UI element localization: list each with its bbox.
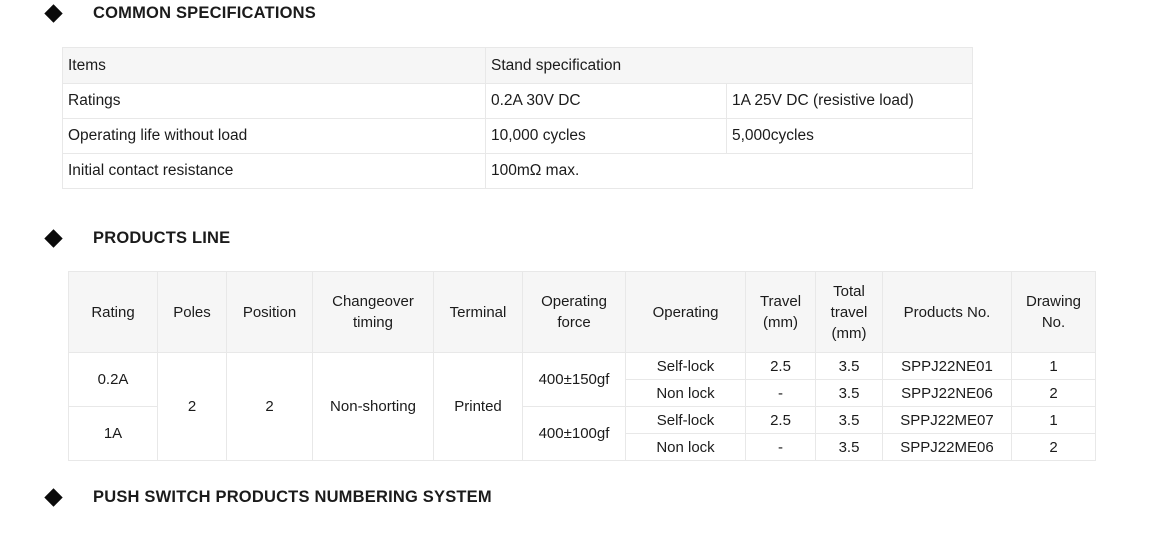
total-travel-cell: 3.5 [816, 380, 883, 407]
spec-item: Operating life without load [63, 119, 486, 154]
rating-cell: 0.2A [69, 353, 158, 407]
products-no-cell: SPPJ22ME06 [883, 434, 1012, 461]
products-line-table [68, 271, 1096, 461]
col-rating: Rating [69, 272, 158, 353]
numbering-system-heading [0, 487, 1150, 507]
col-position: Position [227, 272, 313, 353]
col-operating: Operating [626, 272, 746, 353]
spec-value: 0.2A 30V DC [486, 84, 727, 119]
diamond-bullet-icon [44, 229, 62, 247]
operating-force-cell: 400±100gf [523, 407, 626, 461]
drawing-no-cell: 2 [1012, 434, 1096, 461]
total-travel-cell: 3.5 [816, 353, 883, 380]
diamond-bullet-icon [44, 488, 62, 506]
changeover-timing-cell: Non-shorting [313, 353, 434, 461]
drawing-no-cell: 2 [1012, 380, 1096, 407]
spec-item: Ratings [63, 84, 486, 119]
common-specifications-heading [0, 3, 1150, 23]
terminal-cell: Printed [434, 353, 523, 461]
products-no-cell: SPPJ22NE01 [883, 353, 1012, 380]
spec-value: 5,000cycles [727, 119, 973, 154]
products-line-heading [0, 228, 1150, 248]
products-header-row [69, 272, 1096, 353]
spec-col-stand-specification: Stand specification [486, 48, 973, 84]
spec-value: 100mΩ max. [486, 154, 973, 189]
table-row [63, 119, 973, 154]
table-row [63, 84, 973, 119]
spec-item: Initial contact resistance [63, 154, 486, 189]
total-travel-cell: 3.5 [816, 407, 883, 434]
poles-cell: 2 [158, 353, 227, 461]
spec-header-row [63, 48, 973, 84]
operating-cell: Self-lock [626, 353, 746, 380]
col-operating-force: Operating force [523, 272, 626, 353]
operating-force-cell: 400±150gf [523, 353, 626, 407]
table-row [63, 154, 973, 189]
products-no-cell: SPPJ22ME07 [883, 407, 1012, 434]
spec-value: 10,000 cycles [486, 119, 727, 154]
col-total-travel: Total travel (mm) [816, 272, 883, 353]
position-cell: 2 [227, 353, 313, 461]
common-specifications-table [62, 47, 973, 189]
diamond-bullet-icon [44, 4, 62, 22]
numbering-system-title: PUSH SWITCH PRODUCTS NUMBERING SYSTEM [93, 487, 492, 506]
spec-value: 1A 25V DC (resistive load) [727, 84, 973, 119]
common-specifications-title: COMMON SPECIFICATIONS [93, 3, 316, 22]
col-travel: Travel (mm) [746, 272, 816, 353]
drawing-no-cell: 1 [1012, 353, 1096, 380]
operating-cell: Self-lock [626, 407, 746, 434]
operating-cell: Non lock [626, 380, 746, 407]
total-travel-cell: 3.5 [816, 434, 883, 461]
spec-col-items: Items [63, 48, 486, 84]
col-changeover-timing: Changeover timing [313, 272, 434, 353]
operating-cell: Non lock [626, 434, 746, 461]
table-row [69, 353, 1096, 380]
products-line-title: PRODUCTS LINE [93, 228, 231, 247]
col-drawing-no: Drawing No. [1012, 272, 1096, 353]
travel-cell: 2.5 [746, 353, 816, 380]
products-no-cell: SPPJ22NE06 [883, 380, 1012, 407]
travel-cell: - [746, 434, 816, 461]
col-poles: Poles [158, 272, 227, 353]
col-products-no: Products No. [883, 272, 1012, 353]
rating-cell: 1A [69, 407, 158, 461]
travel-cell: - [746, 380, 816, 407]
drawing-no-cell: 1 [1012, 407, 1096, 434]
travel-cell: 2.5 [746, 407, 816, 434]
col-terminal: Terminal [434, 272, 523, 353]
